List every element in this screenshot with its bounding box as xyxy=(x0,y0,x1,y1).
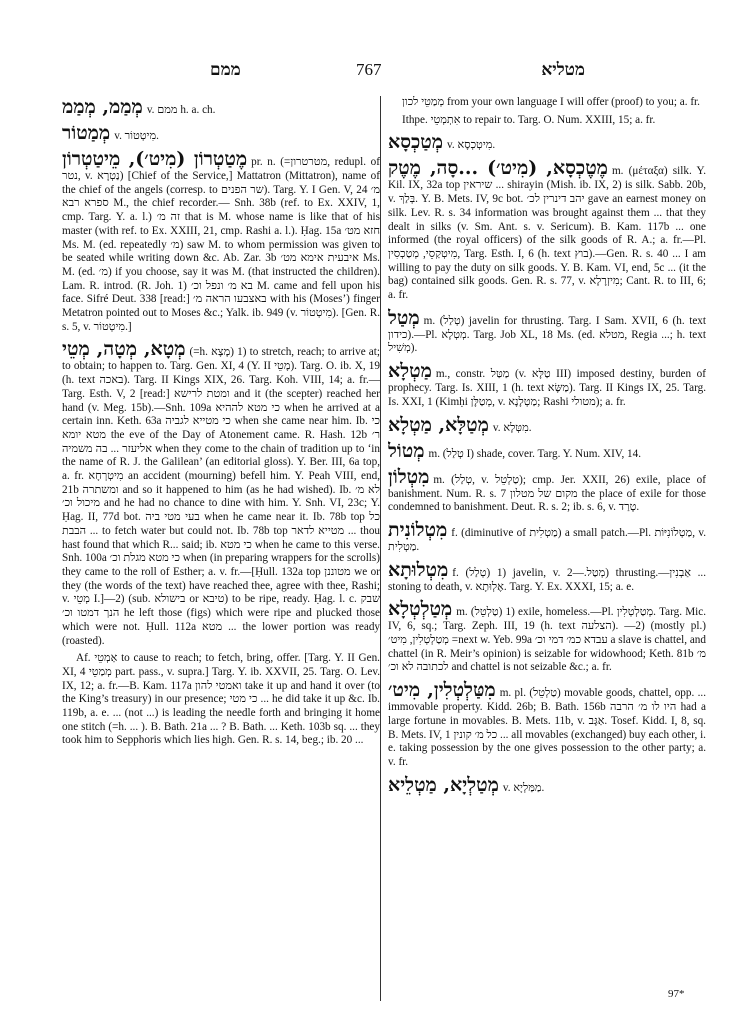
right-column xyxy=(388,96,706,1001)
entry-definition: v. מִיטְכְסָא. xyxy=(447,139,496,152)
entry-headword: מֶטַטְרוֹן (מִיט׳), מֵיטַטְרוֹן xyxy=(62,148,248,170)
dictionary-entry xyxy=(62,96,380,118)
dictionary-entry xyxy=(388,96,706,110)
entry-headword: מִטְלוֹנִית xyxy=(388,518,448,541)
dictionary-entry xyxy=(62,338,380,648)
entry-definition: m. (טַלְטֵל) 1) exile, homeless.—Pl. מְטַלְטְלִין. Targ. Mic. IV, 6, sq.; Targ. Zeph. III, 19 (h. text הצלעה). —2) (mostly pl.) מְטַלְטְלִין, מִיט׳ =next w. Yeb. 99a עבדא כמ׳ דמי וכ׳ a slave is chattel, and chattel (in R. Meir’s opinion) is seizable for widowhood; Keth. 81b מ׳ לכתובה לא וכ׳ and chattel is not seizable &c.; a. fr. xyxy=(388,606,706,674)
entry-headword: מְטַלְטְלָא xyxy=(388,598,453,621)
dictionary-entry xyxy=(388,774,706,796)
entry-headword: מְטַלְיָא, מַטְלֵיא xyxy=(388,773,499,796)
dictionary-entry xyxy=(388,440,706,462)
entry-definition: f. (diminutive of מַטְלִית) a small patch.—Pl. מַטְלוֹנִיּוֹת, v. מַטְלִית. xyxy=(388,526,706,553)
entry-definition: v. מִטְּלָא. xyxy=(492,421,532,434)
dictionary-entry xyxy=(388,519,706,555)
dictionary-entry xyxy=(388,598,706,675)
entry-definition: Af. אַמְטֵי to cause to reach; to fetch, bring, offer. [Targ. Y. II Gen. XI, 4 מְמַטֵי part. pass., v. supra.] Targ. Y. ib. XXVII, 25. Targ. O. Lev. IX, 12; a. fr.—B. Kam. 117a ואמטי להון take it up and hand it over (to the King’s treasury) in our presence; כי מטי ... he did take it up &c. Ib. 119b, a. e. ... (not ...) is leading the needle forth and bringing it home one stitch (=h. ... ). B. Bath. 21a ... ? B. Bath. ... Keth. 103b sq. ... they took him to Sepphoris which lies high. Gen. R. s. 14, beg.; ib. 20 ... xyxy=(62,652,380,747)
running-head-right: מטליא xyxy=(541,60,585,79)
running-head-left: ממם xyxy=(210,60,241,79)
signature-mark: 97* xyxy=(668,988,685,1000)
dictionary-entry xyxy=(388,679,706,770)
dictionary-entry xyxy=(388,360,706,409)
dictionary-entry xyxy=(388,131,706,153)
entry-headword: מְטַל xyxy=(388,306,420,329)
entry-headword: מְטַכְסָא xyxy=(388,131,444,154)
entry-headword: מְמַטוֹר xyxy=(62,122,111,144)
entry-definition: pr. n. (=מטרטרון, redupl. of נטר, v. נַטְרָא) [Chief of the Service,] Mattatron (Mittatron), name of the chief of the angels (corresp. to שר הפנים). Targ. Y. I Gen. V, 24 מ׳ ספרא רבא M., the chief recorder.— Snh. 38b (ref. to Ex. XXIV, 1, cmp. Targ. Y. a. l.) זה מ׳ that is M. whose name is like that of his master (with ref. to Ex. XXIII, 21, cmp. Rashi a. l.). Ḥag. 15a חזא מט׳ Ms. M. (ed. repeatedly מ׳) saw M. to whom permission was given to be seated while writing down &c. Ab. Zar. 3b איבעית אימא מט׳ Ms. M. (ed. מ׳) if you choose, say it was M. (that instructed the children). Lam. R. introd. (R. Joh. 1) בא מ׳ ונפל וכ׳ M. came and fell upon his face. Sifré Deut. 338 [read:] באצבעו הראה מ׳ with his (Moses’) finger Metatron pointed out to Moses &c.; Yalk. ib. 949 (v. מִיטְטוֹר). [Gen. R. s. 5, v. מִיטְטוֹר.] xyxy=(62,156,380,333)
running-head xyxy=(60,60,705,84)
dictionary-entry xyxy=(388,307,706,356)
column-divider xyxy=(380,96,381,1001)
entry-definition: מְמַטֵי לכון from your own language I will offer (proof) to you; a. fr. xyxy=(402,96,700,108)
entry-headword: מַטְלָא xyxy=(388,360,432,383)
left-column xyxy=(62,96,380,1001)
entry-headword: מִטְלוּתָא xyxy=(388,558,449,581)
entry-definition: m. (טְלַל I) shade, cover. Targ. Y. Num. XIV, 14. xyxy=(428,447,642,460)
entry-definition: f. (טְלַל) 1) javelin, v. מְטַל.—2) thrusting.—אַבְנִין ... stoning to death, v. אֶלְוּתָא. Targ. Y. Ex. XXXI, 15; a. e. xyxy=(388,566,706,593)
entry-definition: v. מִיטְטוֹר. xyxy=(114,130,159,142)
entry-definition: v. מַמַּלְיָא. xyxy=(502,781,545,794)
dictionary-entry xyxy=(388,414,706,436)
entry-headword: מִטַּלְטְלִין, מִיט׳ xyxy=(388,679,496,702)
entry-headword: מִטְלוֹן xyxy=(388,465,430,488)
dictionary-entry xyxy=(388,114,706,128)
dictionary-entry xyxy=(62,652,380,748)
entry-definition: Ithpe. אִתְמְטֵי to repair to. Targ. O. Num. XXIII, 15; a. fr. xyxy=(402,113,656,126)
page-number: 767 xyxy=(356,60,382,79)
entry-definition: (=h. מָצָא) 1) to stretch, reach; to arrive at; to obtain; to happen to. Targ. Gen. XI, 4 (Y. II מָטֵי). Targ. O. ib. X, 19 (h. text באכה). Targ. II Kings XIX, 26. Targ. Koh. VIII, 14; a. fr.—Targ. Esth. V, 2 [read:] ומטת לרישא and it (the scepter) reached her hand (v. Meg. 15b).—Snh. 109a כי מטא לההיא when he arrived at a certain inn. Keth. 63a כי מטייא לגביה when she came near him. Ib. כי מטא יומא the eve of the Day of Atonement came. R. Hash. 12b ר׳ אליעזר ... בה משמיה when they come to the chain of tradition up to ‘in the name of R. J. the Galilean’ (an editorial gloss). Y. Ber. III, 6a top, a. fr. מִיטְרְחָא an accident (mourning) befell him. Y. Peah VIII, end, 21b ומשתרה and so it happened to him (as he had wished). Ib. לא מ׳ מיכול וכ׳ and he had no chance to dine with him. Y. Snh. VI, 23c; Y. Ḥag. II, 77d bot. בעי מטי ביה when he came near it. Ib. 78b top כל הבבת ... to fetch water but could not. Ib. 78b top מטייא לדאר ... thou hast found that which R... said; ib. כי מטא when he came to this verse. Snh. 100a כי מטא מגלת וכ׳ when (in preparing wrappers for the scrolls) they came to the roll of Esther; a. v. fr.—[Ḥull. 132a top מטוננן we or they (the words of the text) have reached thee, agree with thee, Rashi; v. מְטֵי I.]—2) (sub. בישולא or טיבא) to be ripe, ready. Ḥag. l. c. שבק הנך דמטו וכ׳ he left those (figs) which were ripe and plucked those which were not. Ḥull. 112a מטא ... the lower portion was ready (roasted). xyxy=(62,346,380,647)
entry-headword: מְטַלָּא, מַטְלָא xyxy=(388,413,489,436)
dictionary-entry xyxy=(388,466,706,515)
entry-definition: m. (טְלַל, v. טַלְטֵל); cmp. Jer. XXII, 26) exile, place of banishment. Num. R. s. 7 מקום של מטלון the place of exile for those condemned to banishment. Deut. R. s. 2; ib. s. 6, v. טָרַד. xyxy=(388,473,706,514)
dictionary-entry xyxy=(62,148,380,334)
entry-headword: מְטָא, מְטָה, מְטֵי xyxy=(62,338,186,361)
entry-definition: m. pl. (טַלְטֵל) movable goods, chattel, opp. ... immovable property. Kidd. 26b; B. Bath. 156b היו לו מ׳ הרבה had a large fortune in movables. B. Mets. 11b, v. אַגָּב. Tosef. Kidd. I, 8, sq. B. Mets. IV, 1 כל מ׳ קונין ... all movables (exchanged) buy each other, i. e. taking possession by the one gives possession to the other party; a. v. fr. xyxy=(388,687,706,768)
entry-definition: m., constr. מַטַּל (v. טַלָּא III) imposed destiny, burden of prophecy. Targ. Is. XIII, 1 (h. text מַשָּׂא). Targ. II Kings IX, 25. Targ. Is. XXI, 1 (Kimḥi מְטַלָּן, v. מַטְלָנָא; Rashi מטולי); a. fr. xyxy=(388,368,706,408)
entry-headword: מְמַמ, מְמַמ xyxy=(62,96,143,118)
dictionary-entry xyxy=(62,122,380,144)
entry-headword: מְטוֹל xyxy=(388,439,425,462)
entry-definition: m. (μέταξα) silk. Y. Kil. IX, 32a top שיראין ... shirayin (Mish. ib. IX, 2) is silk. Sabb. 20b, v. בְּלַךְ. Y. B. Mets. IV, 9c bot. יהב דינרין לכ׳ gave an earnest money on silk. Lev. R. s. 34 information was brought against them ... that they dealt in silks (v. Sm. Ant. s. v. Sericum). B. Kam. 117b ... one informed (the royal officers) of the silk goods of R. A.; a. fr.—Pl. מִיטְקַסֵי, מְטַכְסִין, Targ. Esth. I, 6 (h. text בוץ).—Gen. R. s. 40 ... I am willing to pay the duty on silk goods. Y. B. Kam. VI, end, 5c ... (it the bag) contained silk goods. Gen. R. s. 77, v. מִיזְרָלָא; Cant. R. to III, 6; a. fr. xyxy=(388,165,706,302)
entry-definition: m. (טְלַל) javelin for thrusting. Targ. I Sam. XVII, 6 (h. text כידון).—Pl. מְטְלָא. Targ. Job XL, 18 Ms. (ed. מטלא, Regia ...; h. text מְשִׁיל). xyxy=(388,314,706,355)
dictionary-entry xyxy=(388,559,706,595)
dictionary-entry xyxy=(388,157,706,302)
entry-definition: v. ממם h. a. ch. xyxy=(146,104,216,116)
entry-headword: מֶטֶכְסָא, (מִיט׳) ...סָה, מֶטֶק xyxy=(388,157,608,180)
